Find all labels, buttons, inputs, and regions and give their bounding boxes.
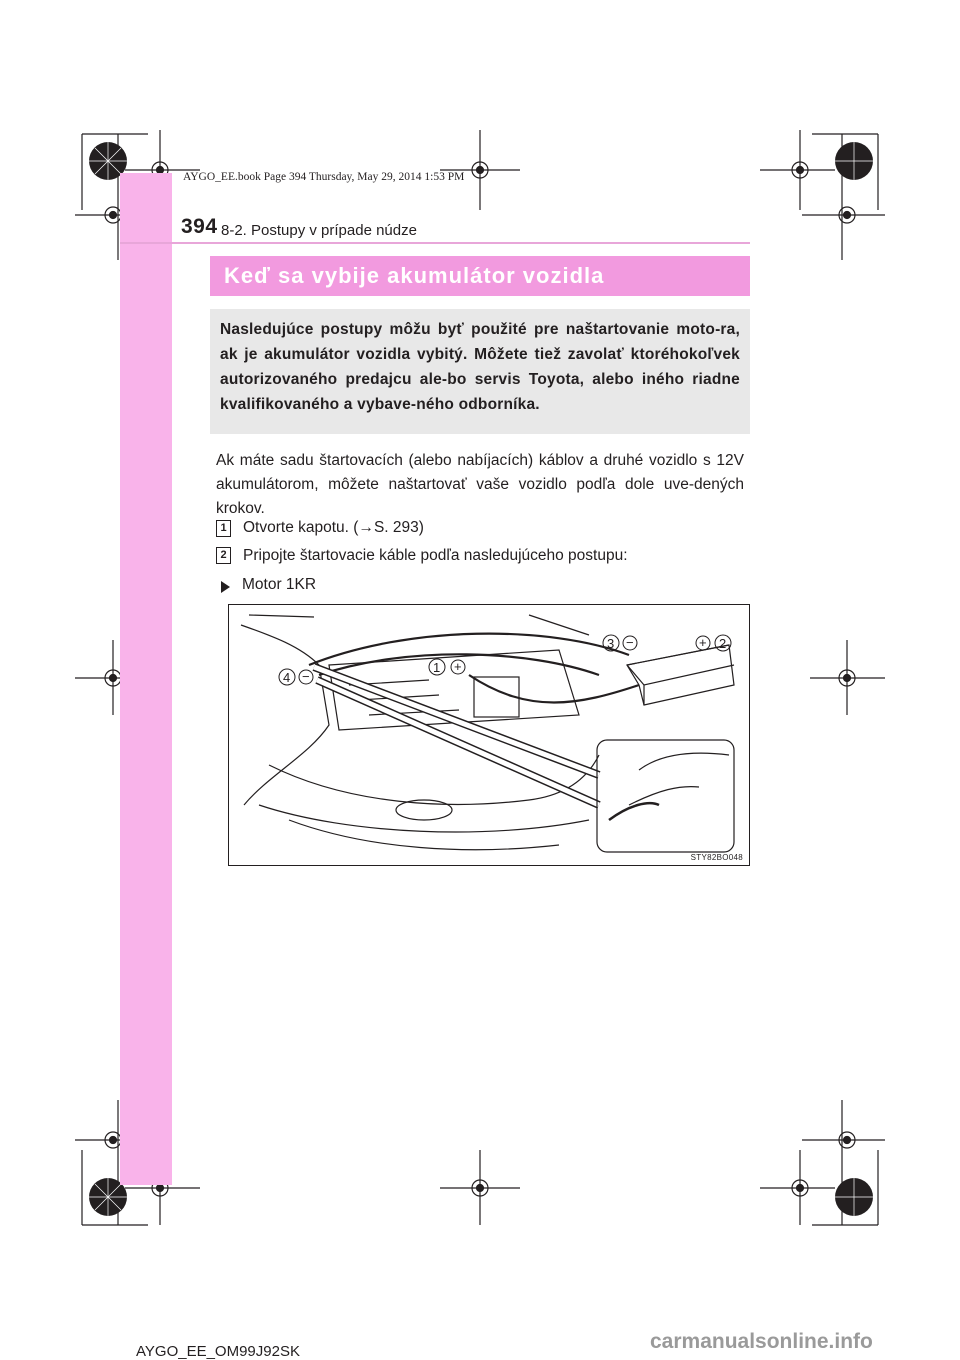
section-heading: 8-2. Postupy v prípade núdze <box>221 222 417 239</box>
plus-sign-2: + <box>699 635 707 650</box>
plus-sign-1: + <box>454 659 462 674</box>
minus-sign-4: − <box>302 669 310 684</box>
jump-start-figure <box>228 604 750 866</box>
callout-3: 3 <box>607 636 615 651</box>
callout-4: 4 <box>283 670 291 685</box>
chapter-tab-strip <box>120 173 172 1185</box>
minus-sign-3: − <box>626 635 634 650</box>
site-watermark: carmanualsonline.info <box>650 1330 873 1353</box>
step-text-2: Pripojte štartovacie káble podľa nasledujúceho postupu: <box>243 547 628 564</box>
callout-1: 1 <box>433 660 441 675</box>
intro-text: Nasledujúce postupy môžu byť použité pre naštartovanie moto-ra, ak je akumulátor vozidla vybitý. Môžete tiež zavolať ktoréhokoľvek autorizovaného predajcu ale-bo servis Toyota, alebo iného riadne kvalifikovaného a vybave-ného odborníka. <box>220 321 740 413</box>
page-number: 394 <box>181 215 218 238</box>
step-text-1: Otvorte kapotu. (→S. 293) <box>243 519 424 536</box>
footer-manual-code: AYGO_EE_OM99J92SK <box>136 1343 300 1360</box>
header-rule <box>120 242 750 244</box>
sub-bullet-text: Motor 1KR <box>242 576 317 593</box>
bullet-arrow-icon <box>221 581 230 593</box>
intro-box <box>210 309 750 434</box>
body-paragraph: Ak máte sadu štartovacích (alebo nabíjacích) káblov a druhé vozidlo s 12V akumulátorom, môžete naštartovať vaše vozidlo podľa dole uve-dených krokov. <box>216 452 744 517</box>
title-bar <box>210 256 750 296</box>
step-badge-1: 1 <box>216 520 231 537</box>
callout-2: 2 <box>719 636 727 651</box>
book-stamp: AYGO_EE.book Page 394 Thursday, May 29, 2014 1:53 PM <box>183 171 465 183</box>
figure-code: STY82BO048 <box>690 853 743 862</box>
engine-bay-illustration <box>229 605 749 865</box>
step-badge-2: 2 <box>216 547 231 564</box>
page-title: Keď sa vybije akumulátor vozidla <box>224 263 605 288</box>
